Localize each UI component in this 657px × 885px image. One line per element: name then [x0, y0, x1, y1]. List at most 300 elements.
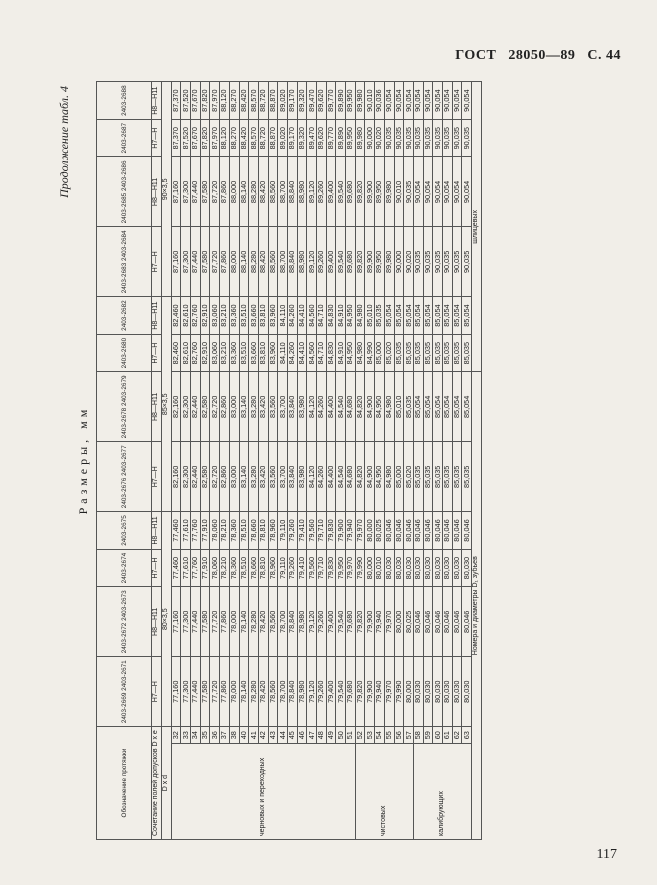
table-row [355, 82, 365, 840]
diameter-cell: 90,035 [452, 227, 462, 297]
diameter-cell: 78,060 [210, 512, 220, 550]
diameter-cell: 79,400 [326, 587, 336, 657]
diameter-cell: 84,950 [375, 372, 385, 442]
tolerance-cell: H7—H [152, 227, 162, 297]
diameter-cell: 85,035 [375, 297, 385, 335]
diameter-cell: 79,560 [307, 549, 317, 587]
diameter-cell: 83,510 [239, 334, 249, 372]
diameter-cell: 78,000 [229, 587, 239, 657]
diameter-cell: 78,960 [268, 512, 278, 550]
tooth-number: 50 [336, 727, 346, 744]
diameter-cell: 88,560 [268, 157, 278, 227]
diameter-cell: 89,820 [355, 157, 365, 227]
diameter-cell: 80,030 [413, 657, 423, 727]
diameter-cell: 80,046 [384, 512, 394, 550]
tooth-number: 52 [355, 727, 365, 744]
diameter-cell: 79,120 [307, 657, 317, 727]
diameter-cell: 90,054 [452, 157, 462, 227]
diameter-cell: 78,420 [258, 657, 268, 727]
diameter-cell: 82,580 [200, 372, 210, 442]
tooth-number: 56 [394, 727, 404, 744]
diameter-cell: 84,710 [317, 334, 327, 372]
gost-number: 28050—89 [508, 48, 576, 63]
diameter-cell: 79,940 [346, 512, 356, 550]
table-row [413, 82, 423, 840]
diameter-cell: 79,900 [365, 657, 375, 727]
tooth-number: 34 [191, 727, 201, 744]
diameter-cell: 85,035 [413, 442, 423, 512]
diameter-cell: 88,720 [258, 82, 268, 120]
diameter-cell: 80,030 [423, 549, 433, 587]
group-finish-label: чистовых [355, 744, 413, 840]
tolerance-cell: H8—H11 [152, 587, 162, 657]
diameter-cell: 84,820 [355, 372, 365, 442]
diameter-cell: 85,010 [365, 297, 375, 335]
tooth-number: 44 [278, 727, 288, 744]
rotated-table-area [52, 80, 622, 840]
diameter-cell: 78,000 [229, 657, 239, 727]
diameter-cell: 85,020 [384, 334, 394, 372]
diameter-cell: 84,820 [355, 442, 365, 512]
diameter-cell: 79,820 [355, 657, 365, 727]
diameter-cell: 83,420 [258, 442, 268, 512]
diameter-cell: 89,950 [375, 157, 385, 227]
diameter-cell: 78,280 [249, 657, 259, 727]
diameter-cell: 87,520 [181, 119, 191, 157]
page-number: 117 [596, 847, 617, 862]
diameter-cell: 77,610 [181, 512, 191, 550]
diameter-cell: 85,054 [404, 297, 414, 335]
diameter-cell: 90,010 [365, 82, 375, 120]
diameter-cell: 82,860 [220, 442, 230, 512]
diameter-cell: 89,470 [307, 82, 317, 120]
table-row [452, 82, 462, 840]
diameter-cell: 88,980 [297, 227, 307, 297]
size-subheader: 85×3,5 [161, 297, 171, 512]
diameter-cell: 89,900 [365, 227, 375, 297]
diameter-cell: 80,030 [452, 657, 462, 727]
diameter-cell: 87,670 [191, 82, 201, 120]
tolerance-cell: H8—H11 [152, 512, 162, 550]
table-row [384, 82, 394, 840]
diameter-cell: 88,720 [258, 119, 268, 157]
diameter-cell: 88,420 [239, 119, 249, 157]
group-calib-label: калибрующих [413, 744, 471, 840]
tooth-number: 42 [258, 727, 268, 744]
group-rough-label: черновых и переходных [171, 744, 355, 840]
designation-cell: 2403-2675 [97, 512, 152, 550]
diameter-cell: 82,460 [171, 334, 181, 372]
diameter-cell: 89,400 [326, 227, 336, 297]
table-row [365, 82, 375, 840]
diameter-cell: 79,990 [355, 549, 365, 587]
diameter-cell: 90,035 [394, 119, 404, 157]
diameter-cell: 79,950 [336, 549, 346, 587]
diameter-cell: 77,860 [220, 657, 230, 727]
diameter-cell: 80,046 [404, 512, 414, 550]
diameter-cell: 79,940 [375, 657, 385, 727]
diameter-cell: 84,260 [317, 442, 327, 512]
diameter-cell: 78,560 [268, 657, 278, 727]
diameter-cell: 90,054 [442, 157, 452, 227]
diameter-cell: 89,950 [346, 119, 356, 157]
diameter-cell: 84,120 [307, 442, 317, 512]
diameter-cell: 80,010 [375, 549, 385, 587]
diameter-cell: 79,710 [317, 549, 327, 587]
diameter-cell: 77,300 [181, 587, 191, 657]
diameter-cell: 84,400 [326, 372, 336, 442]
diameter-cell: 85,054 [452, 297, 462, 335]
diameter-cell: 79,410 [297, 549, 307, 587]
diameter-cell: 84,540 [336, 372, 346, 442]
table-row [210, 82, 220, 840]
diameter-cell: 85,054 [423, 372, 433, 442]
tolerance-cell: H7—H [152, 657, 162, 727]
diameter-cell: 80,030 [462, 549, 472, 587]
tooth-number: 46 [297, 727, 307, 744]
diameter-cell: 77,760 [191, 549, 201, 587]
diameter-cell: 88,000 [229, 227, 239, 297]
size-subheader: 80×3,5 [161, 512, 171, 727]
tolerance-cell: H7—H [152, 334, 162, 372]
diameter-cell: 84,830 [326, 334, 336, 372]
diameter-cell: 77,760 [191, 512, 201, 550]
tooth-number: 51 [346, 727, 356, 744]
diameter-cell: 87,670 [191, 119, 201, 157]
tooth-number: 63 [462, 727, 472, 744]
diameter-cell: 87,370 [171, 82, 181, 120]
diameter-cell: 83,140 [239, 372, 249, 442]
designation-cell: 2403-2688 [97, 82, 152, 120]
diameter-cell: 88,560 [268, 227, 278, 297]
diameter-cell: 90,035 [433, 227, 443, 297]
diameter-cell: 89,120 [307, 227, 317, 297]
designation-cell: 2403-2687 [97, 119, 152, 157]
tooth-number: 55 [384, 727, 394, 744]
table-row [171, 82, 181, 840]
diameter-cell: 88,120 [220, 119, 230, 157]
tooth-number: 33 [181, 727, 191, 744]
diameter-cell: 79,970 [384, 657, 394, 727]
designation-cell: 2403-2685 2403-2686 [97, 157, 152, 227]
diameter-cell: 78,840 [287, 657, 297, 727]
diameter-cell: 89,980 [355, 82, 365, 120]
diameter-cell: 88,570 [249, 82, 259, 120]
diameter-cell: 90,054 [413, 82, 423, 120]
diameter-cell: 85,054 [433, 372, 443, 442]
diameter-cell: 88,980 [297, 157, 307, 227]
tooth-number: 43 [268, 727, 278, 744]
diameter-cell: 88,000 [229, 157, 239, 227]
diameter-cell: 83,360 [229, 334, 239, 372]
diameter-cell: 90,020 [404, 227, 414, 297]
diameter-cell: 83,660 [249, 297, 259, 335]
diameter-cell: 77,610 [181, 549, 191, 587]
diameter-cell: 90,000 [365, 119, 375, 157]
diameter-cell: 77,300 [181, 657, 191, 727]
diameter-cell: 84,410 [297, 297, 307, 335]
diameter-cell: 78,840 [287, 587, 297, 657]
diameter-cell: 83,810 [258, 334, 268, 372]
diameter-cell: 77,460 [171, 512, 181, 550]
diameter-cell: 83,560 [268, 442, 278, 512]
diameter-cell: 78,700 [278, 587, 288, 657]
diameter-cell: 89,680 [346, 227, 356, 297]
diameter-cell: 80,046 [394, 512, 404, 550]
diameter-cell: 85,054 [442, 372, 452, 442]
diameter-cell: 80,046 [413, 587, 423, 657]
diameter-cell: 88,120 [220, 82, 230, 120]
diameter-cell: 80,030 [413, 549, 423, 587]
diameter-cell: 83,140 [239, 442, 249, 512]
diameter-cell: 89,320 [297, 82, 307, 120]
diameter-cell: 78,960 [268, 549, 278, 587]
diameter-cell: 79,260 [317, 587, 327, 657]
diameter-cell: 90,035 [413, 119, 423, 157]
diameter-cell: 84,830 [326, 297, 336, 335]
diameter-cell: 80,046 [423, 587, 433, 657]
diameter-cell: 89,540 [336, 227, 346, 297]
table-row [191, 82, 201, 840]
diameter-cell: 90,035 [404, 119, 414, 157]
header-row-tolerances [152, 82, 162, 840]
diameter-cell: 85,035 [462, 442, 472, 512]
diameter-cell: 88,280 [249, 157, 259, 227]
diameter-cell: 79,970 [384, 587, 394, 657]
diameter-cell: 89,540 [336, 157, 346, 227]
diameter-cell: 88,700 [278, 157, 288, 227]
diameter-cell: 83,000 [229, 442, 239, 512]
diameter-cell: 84,950 [375, 442, 385, 512]
diameter-cell: 88,140 [239, 227, 249, 297]
diameter-cell: 89,980 [355, 119, 365, 157]
diameter-cell: 88,270 [229, 82, 239, 120]
diameter-cell: 87,970 [210, 82, 220, 120]
diameter-cell: 80,046 [413, 512, 423, 550]
diameter-cell: 77,860 [220, 587, 230, 657]
diameter-cell: 84,910 [336, 334, 346, 372]
diameter-cell: 82,860 [220, 372, 230, 442]
tolerance-cell: H8—H11 [152, 82, 162, 120]
diameter-cell: 90,035 [462, 119, 472, 157]
diameter-cell: 84,680 [346, 372, 356, 442]
diameter-cell: 80,030 [442, 657, 452, 727]
diameter-cell: 90,054 [394, 82, 404, 120]
side-label: Номера и диаметры D₁ зубьев [472, 372, 482, 840]
diameter-cell: 89,890 [336, 82, 346, 120]
diameter-cell: 79,110 [278, 549, 288, 587]
diameter-cell: 87,370 [171, 119, 181, 157]
diameter-cell: 79,970 [355, 512, 365, 550]
diameter-cell: 87,970 [210, 119, 220, 157]
diameter-cell: 85,054 [462, 297, 472, 335]
diameter-cell: 90,054 [433, 82, 443, 120]
diameter-cell: 87,160 [171, 157, 181, 227]
corner-label: Обозначение протяжки [97, 727, 152, 840]
tooth-number: 36 [210, 727, 220, 744]
diameter-cell: 87,720 [210, 227, 220, 297]
diameter-cell: 85,035 [413, 334, 423, 372]
diameter-cell: 89,400 [326, 157, 336, 227]
diameter-cell: 87,300 [181, 227, 191, 297]
tooth-number: 61 [442, 727, 452, 744]
table-row [229, 82, 239, 840]
diameter-cell: 79,110 [278, 512, 288, 550]
diameter-cell: 89,890 [336, 119, 346, 157]
diameter-cell: 85,035 [394, 334, 404, 372]
diameter-cell: 83,000 [229, 372, 239, 442]
page-header [447, 48, 621, 64]
diameter-cell: 78,420 [258, 587, 268, 657]
diameter-cell: 90,054 [384, 82, 394, 120]
diameter-cell: 84,980 [355, 334, 365, 372]
diameter-cell: 80,025 [404, 587, 414, 657]
diameter-cell: 80,000 [394, 587, 404, 657]
diameter-cell: 84,400 [326, 442, 336, 512]
diameter-cell: 80,030 [433, 657, 443, 727]
diameter-cell: 84,990 [365, 334, 375, 372]
diameter-cell: 90,054 [462, 157, 472, 227]
diameter-cell: 80,000 [404, 657, 414, 727]
diameter-cell: 90,035 [452, 119, 462, 157]
diameter-cell: 84,900 [365, 372, 375, 442]
diameter-cell: 77,720 [210, 587, 220, 657]
designation-cell: 2403-2683 2403-2684 [97, 227, 152, 297]
gost-label: ГОСТ [455, 48, 497, 63]
diameter-cell: 85,035 [462, 334, 472, 372]
diameter-cell: 79,680 [346, 657, 356, 727]
table-row [297, 82, 307, 840]
designation-cell: 2403-2674 [97, 549, 152, 587]
diameter-cell: 79,680 [346, 587, 356, 657]
diameter-cell: 80,046 [452, 512, 462, 550]
diameter-cell: 85,054 [423, 297, 433, 335]
diameter-cell: 82,300 [181, 442, 191, 512]
designation-cell: 2403-2669 2403-2671 [97, 657, 152, 727]
diameter-cell: 78,980 [297, 657, 307, 727]
diameter-cell: 90,054 [462, 82, 472, 120]
diameter-cell: 87,860 [220, 157, 230, 227]
diameter-cell: 89,950 [346, 82, 356, 120]
diameter-cell: 80,046 [462, 512, 472, 550]
diameter-cell: 85,035 [423, 442, 433, 512]
diameter-cell: 85,054 [462, 372, 472, 442]
tooth-number: 45 [287, 727, 297, 744]
diameter-cell: 80,046 [462, 587, 472, 657]
table-row [317, 82, 327, 840]
designation-cell: 2403-2682 [97, 297, 152, 335]
diameter-cell: 79,710 [317, 512, 327, 550]
diameter-cell: 78,660 [249, 512, 259, 550]
diameter-cell: 88,840 [287, 157, 297, 227]
diameter-cell: 85,035 [404, 334, 414, 372]
diameter-cell: 78,210 [220, 549, 230, 587]
diameter-cell: 84,410 [297, 334, 307, 372]
diameter-cell: 77,440 [191, 587, 201, 657]
diameter-cell: 82,440 [191, 372, 201, 442]
table-row [278, 82, 288, 840]
diameter-cell: 84,110 [278, 334, 288, 372]
header-row-designations [97, 82, 152, 840]
diameter-cell: 84,910 [336, 297, 346, 335]
diameter-cell: 88,270 [229, 119, 239, 157]
diameter-cell: 82,300 [181, 372, 191, 442]
diameter-cell: 79,560 [307, 512, 317, 550]
diameter-cell: 78,700 [278, 657, 288, 727]
diameter-cell: 85,020 [404, 442, 414, 512]
diameter-cell: 83,840 [287, 442, 297, 512]
diameter-cell: 85,054 [452, 372, 462, 442]
table-row [375, 82, 385, 840]
diameter-cell: 87,440 [191, 157, 201, 227]
diameter-cell: 90,035 [423, 119, 433, 157]
diameter-cell: 78,210 [220, 512, 230, 550]
diameter-cell: 87,720 [210, 157, 220, 227]
diameter-cell: 89,320 [297, 119, 307, 157]
diameter-cell: 80,030 [442, 549, 452, 587]
diameter-cell: 79,830 [326, 549, 336, 587]
diameter-cell: 88,570 [249, 119, 259, 157]
diameter-cell: 82,760 [191, 334, 201, 372]
designation-cell: 2403-2676 2403-2677 [97, 442, 152, 512]
diameter-cell: 87,440 [191, 227, 201, 297]
diameter-cell: 78,810 [258, 512, 268, 550]
diameter-cell: 87,520 [181, 82, 191, 120]
diameter-cell: 87,820 [200, 82, 210, 120]
diameter-cell: 90,054 [452, 82, 462, 120]
diameter-cell: 83,210 [220, 297, 230, 335]
diameter-cell: 88,280 [249, 227, 259, 297]
diameter-cell: 84,120 [307, 372, 317, 442]
diameter-cell: 90,054 [442, 82, 452, 120]
diameter-cell: 78,810 [258, 549, 268, 587]
diameter-cell: 87,160 [171, 227, 181, 297]
diameter-cell: 89,260 [317, 227, 327, 297]
diameter-cell: 89,260 [317, 157, 327, 227]
table-row [462, 82, 472, 840]
table-row [442, 82, 452, 840]
diameter-cell: 79,820 [355, 587, 365, 657]
diameter-cell: 90,035 [384, 119, 394, 157]
diameter-cell: 89,980 [384, 157, 394, 227]
diameter-cell: 87,860 [220, 227, 230, 297]
diameter-cell: 83,810 [258, 297, 268, 335]
diameter-cell: 90,035 [423, 227, 433, 297]
diameter-cell: 80,000 [365, 549, 375, 587]
diameter-cell: 89,020 [278, 82, 288, 120]
diameter-cell: 83,980 [297, 442, 307, 512]
diameter-cell: 88,840 [287, 227, 297, 297]
diameter-cell: 90,035 [433, 119, 443, 157]
tooth-number: 57 [404, 727, 414, 744]
diameter-cell: 83,960 [268, 334, 278, 372]
diameter-cell: 79,830 [326, 512, 336, 550]
table-row [307, 82, 317, 840]
diameter-cell: 80,030 [394, 549, 404, 587]
diameter-cell: 85,035 [452, 334, 462, 372]
diameter-cell: 85,000 [375, 334, 385, 372]
diameter-cell: 80,030 [423, 657, 433, 727]
diameter-cell: 90,036 [375, 82, 385, 120]
diameter-cell: 90,035 [462, 227, 472, 297]
gost-page: С. 44 [587, 48, 621, 63]
table-row [346, 82, 356, 840]
tooth-number: 58 [413, 727, 423, 744]
diameter-cell: 84,680 [346, 442, 356, 512]
diameter-cell: 82,720 [210, 442, 220, 512]
table-row [258, 82, 268, 840]
diameter-cell: 83,420 [258, 372, 268, 442]
